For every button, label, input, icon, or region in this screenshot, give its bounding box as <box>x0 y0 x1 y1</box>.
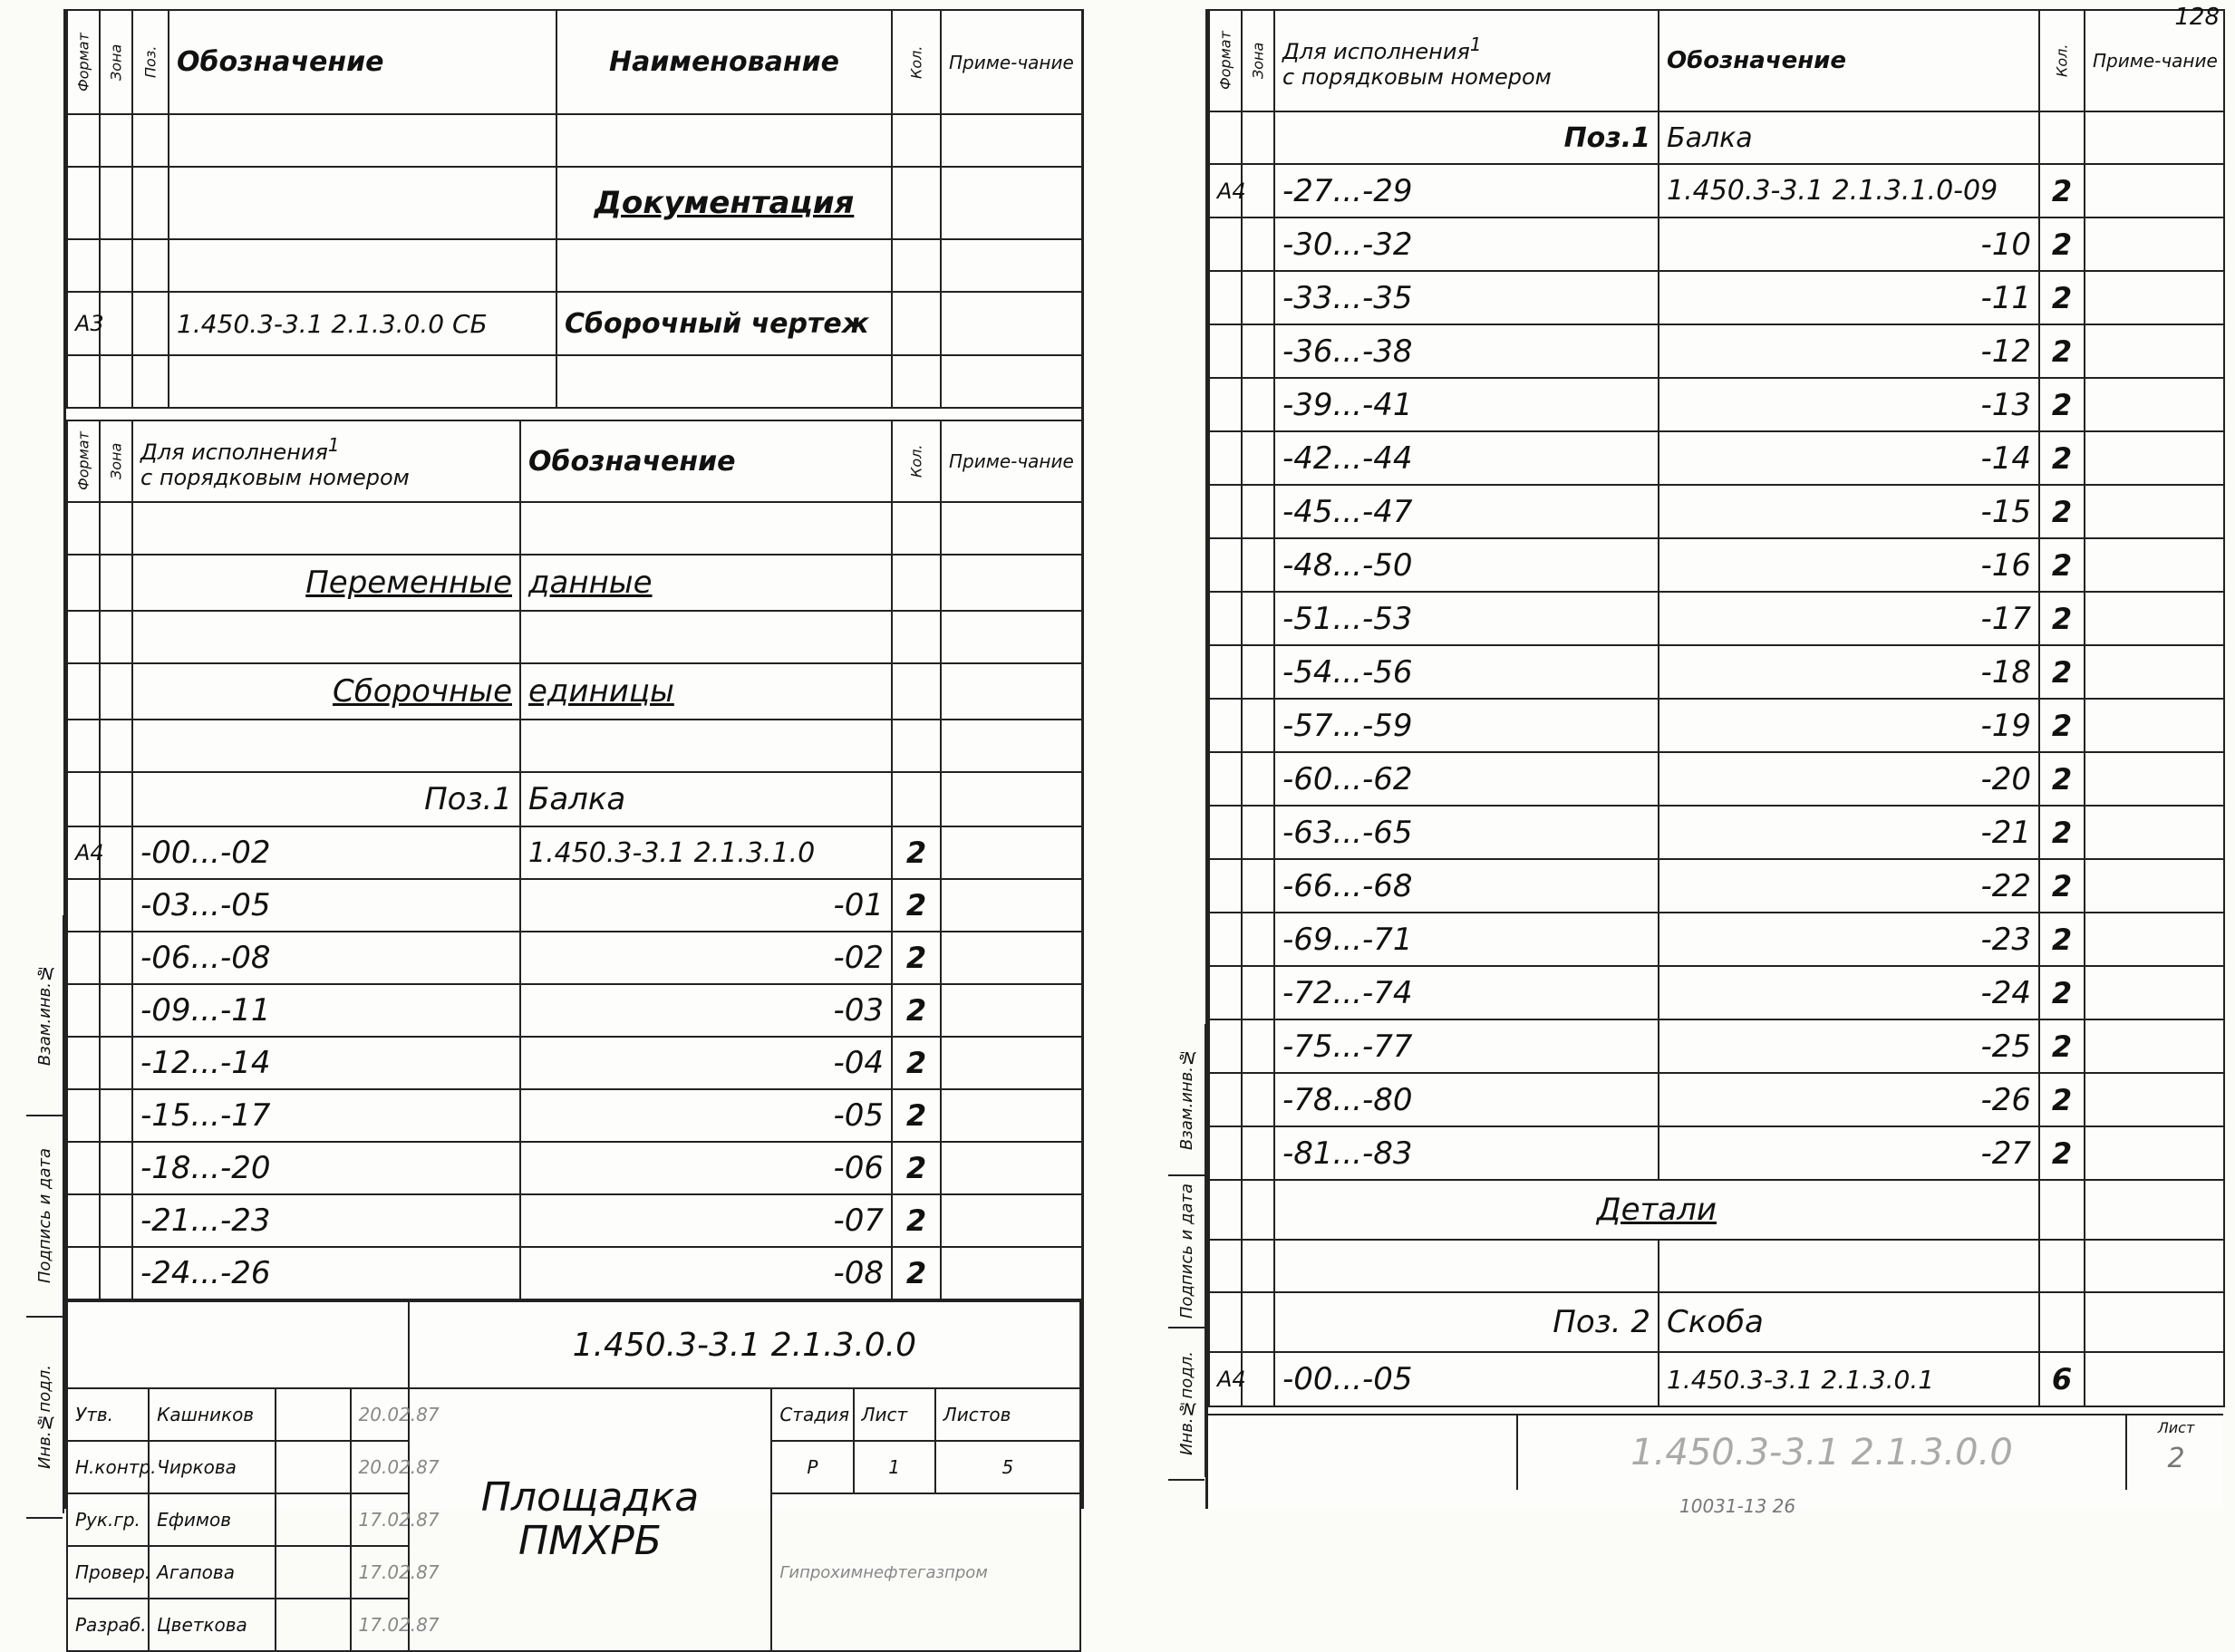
right-footer <box>1208 1414 2223 1492</box>
row-format <box>1209 966 1242 1019</box>
pos2-label: Поз. 2 <box>1274 1292 1659 1352</box>
row-designation: -19 <box>1659 699 2039 752</box>
row-note <box>2085 752 2224 806</box>
table-row <box>1209 217 2224 271</box>
table-row <box>67 1247 1082 1299</box>
row-range: -36...-38 <box>1274 324 1659 378</box>
row-qty: 2 <box>2039 966 2085 1019</box>
table-row <box>1209 699 2224 752</box>
row-range: -03...-05 <box>132 879 520 932</box>
table-row <box>1209 966 2224 1019</box>
row-note <box>2085 431 2224 485</box>
row-qty: 2 <box>2039 1019 2085 1073</box>
row-format <box>1209 485 1242 538</box>
footer-sheet-num: 2 <box>2167 1443 2185 1474</box>
row-zone <box>1242 859 1274 913</box>
row-range: -00...-05 <box>1274 1352 1659 1406</box>
row-qty: 2 <box>892 826 941 879</box>
row-note <box>2085 271 2224 324</box>
row-format <box>67 1089 100 1142</box>
header-with-serial: с порядковым номером <box>140 465 410 490</box>
row-designation: -24 <box>1659 966 2039 1019</box>
row-zone <box>1242 699 1274 752</box>
row-range: -27...-29 <box>1274 164 1659 217</box>
signer-date: 17.02.87 <box>351 1493 409 1546</box>
stage-value: Р <box>771 1441 853 1493</box>
row-range: -63...-65 <box>1274 806 1659 859</box>
signer-role: Разраб. <box>67 1599 149 1651</box>
sidebar-label: Подпись и дата <box>1176 1183 1196 1319</box>
left-sheet-sidebar <box>26 915 64 1513</box>
row-designation: -26 <box>1659 1073 2039 1126</box>
row-zone <box>1242 752 1274 806</box>
row-format: А4 <box>67 826 100 879</box>
row-format <box>67 1194 100 1247</box>
sheets-label: Листов <box>935 1388 1080 1441</box>
row-note <box>941 1194 1082 1247</box>
row-range: -54...-56 <box>1274 645 1659 699</box>
row-range: -42...-44 <box>1274 431 1659 485</box>
header-designation: Обозначение <box>1659 10 2039 111</box>
signer-name: Ефимов <box>149 1493 276 1546</box>
row-designation: 1.450.3-3.1 2.1.3.1.0-09 <box>1659 164 2039 217</box>
header-pos: Поз. <box>132 10 169 114</box>
row-note <box>2085 485 2224 538</box>
row-qty: 2 <box>2039 1073 2085 1126</box>
doc-format: А3 <box>67 292 100 355</box>
row-qty: 2 <box>2039 645 2085 699</box>
pos1-label: Поз.1 <box>1274 111 1659 164</box>
table-row <box>1209 913 2224 966</box>
table-row <box>1209 1073 2224 1126</box>
header-for-exec-sup: 1 <box>1469 34 1482 55</box>
row-zone <box>1242 1019 1274 1073</box>
row-qty: 2 <box>2039 164 2085 217</box>
table-row <box>1209 859 2224 913</box>
row-note <box>941 1089 1082 1142</box>
row-note <box>2085 1073 2224 1126</box>
signer-name: Чиркова <box>149 1441 276 1493</box>
row-designation: -05 <box>520 1089 892 1142</box>
variable-data-label-1: Переменные <box>132 555 520 611</box>
sidebar-label: Взам.инв.№ <box>34 963 54 1067</box>
row-format <box>67 1247 100 1299</box>
header-for-exec: Для исполнения <box>1282 39 1470 64</box>
header-format: Формат <box>67 420 100 502</box>
row-zone <box>1242 913 1274 966</box>
signer-name: Цветкова <box>149 1599 276 1651</box>
row-note <box>941 1037 1082 1089</box>
row-designation: -23 <box>1659 913 2039 966</box>
row-range: -24...-26 <box>132 1247 520 1299</box>
sheets-value: 5 <box>935 1441 1080 1493</box>
table-row <box>1209 271 2224 324</box>
row-note <box>2085 217 2224 271</box>
row-designation: -17 <box>1659 592 2039 645</box>
row-designation: -14 <box>1659 431 2039 485</box>
row-note <box>2085 913 2224 966</box>
row-note <box>2085 806 2224 859</box>
row-range: -30...-32 <box>1274 217 1659 271</box>
signer-role: Провер. <box>67 1546 149 1599</box>
row-format <box>1209 1073 1242 1126</box>
row-qty: 2 <box>2039 324 2085 378</box>
row-designation: -02 <box>520 932 892 984</box>
row-qty: 2 <box>892 1247 941 1299</box>
signer-name: Кашников <box>149 1388 276 1441</box>
row-note <box>941 879 1082 932</box>
row-format: А4 <box>1209 1352 1242 1406</box>
title-line2: ПМХРБ <box>518 1518 662 1564</box>
row-range: -69...-71 <box>1274 913 1659 966</box>
table-row <box>1209 592 2224 645</box>
row-qty: 2 <box>2039 431 2085 485</box>
row-zone <box>100 879 132 932</box>
sheet-label: Лист <box>854 1388 935 1441</box>
row-range: -78...-80 <box>1274 1073 1659 1126</box>
row-designation: -06 <box>520 1142 892 1194</box>
table-row <box>67 1089 1082 1142</box>
sidebar-label: Инв.№подл. <box>34 1365 54 1470</box>
row-range: -72...-74 <box>1274 966 1659 1019</box>
row-format <box>67 932 100 984</box>
title-line1: Площадка <box>480 1474 700 1521</box>
spec-sheet-2 <box>1176 4 2223 1517</box>
row-note <box>941 1142 1082 1194</box>
row-range: -15...-17 <box>132 1089 520 1142</box>
row-zone <box>100 984 132 1037</box>
header-for-exec-sup: 1 <box>327 434 340 456</box>
row-range: -33...-35 <box>1274 271 1659 324</box>
row-format: А4 <box>1209 164 1242 217</box>
stage-label: Стадия <box>771 1388 853 1441</box>
row-note <box>2085 699 2224 752</box>
assembly-units-label-1: Сборочные <box>132 663 520 720</box>
row-qty: 2 <box>892 984 941 1037</box>
row-format <box>1209 431 1242 485</box>
row-qty: 2 <box>892 1089 941 1142</box>
row-note <box>2085 164 2224 217</box>
pos1-label: Поз.1 <box>132 772 520 826</box>
row-designation: -21 <box>1659 806 2039 859</box>
assembly-units-label-2: единицы <box>520 663 892 720</box>
row-designation: 1.450.3-3.1 2.1.3.0.1 <box>1659 1352 2039 1406</box>
signer-name: Агапова <box>149 1546 276 1599</box>
signer-date: 17.02.87 <box>351 1546 409 1599</box>
row-range: -00...-02 <box>132 826 520 879</box>
doc-name: Сборочный чертеж <box>556 292 892 355</box>
sidebar-label: Инв.№подл. <box>1176 1351 1196 1456</box>
row-designation: -16 <box>1659 538 2039 592</box>
row-note <box>2085 538 2224 592</box>
signer-date: 20.02.87 <box>351 1388 409 1441</box>
row-zone <box>1242 592 1274 645</box>
row-designation: -08 <box>520 1247 892 1299</box>
pos1-name: Балка <box>1659 111 2039 164</box>
table-row <box>1209 324 2224 378</box>
header-zone: Зона <box>100 420 132 502</box>
row-zone <box>1242 966 1274 1019</box>
row-zone <box>1242 271 1274 324</box>
row-zone <box>100 1142 132 1194</box>
row-range: -48...-50 <box>1274 538 1659 592</box>
row-format <box>67 879 100 932</box>
row-format <box>67 1037 100 1089</box>
row-format <box>1209 913 1242 966</box>
signer-role: Н.контр. <box>67 1441 149 1493</box>
row-qty: 2 <box>2039 592 2085 645</box>
title-doc-code: 1.450.3-3.1 2.1.3.0.0 <box>409 1301 1080 1388</box>
row-zone <box>100 1194 132 1247</box>
row-qty: 2 <box>892 1142 941 1194</box>
row-qty: 2 <box>2039 378 2085 431</box>
footer-doc-code: 1.450.3-3.1 2.1.3.0.0 <box>1516 1415 2127 1490</box>
table-row <box>67 1194 1082 1247</box>
row-designation: -13 <box>1659 378 2039 431</box>
row-zone <box>100 1037 132 1089</box>
row-note <box>941 826 1082 879</box>
row-qty: 2 <box>2039 538 2085 592</box>
sidebar-label: Подпись и дата <box>34 1148 54 1284</box>
row-note <box>941 1247 1082 1299</box>
row-designation: -04 <box>520 1037 892 1089</box>
row-range: -81...-83 <box>1274 1126 1659 1180</box>
table-row <box>67 1037 1082 1089</box>
table-row <box>1209 485 2224 538</box>
table-row <box>1209 645 2224 699</box>
row-range: -75...-77 <box>1274 1019 1659 1073</box>
table-row <box>67 932 1082 984</box>
row-format <box>1209 859 1242 913</box>
spec-sheet-1 <box>34 9 1084 1636</box>
row-designation: -15 <box>1659 485 2039 538</box>
row-qty: 2 <box>2039 485 2085 538</box>
row-zone <box>1242 1126 1274 1180</box>
table-row <box>1209 752 2224 806</box>
left-rows <box>67 826 1082 1299</box>
row-format <box>1209 592 1242 645</box>
row-format <box>1209 1019 1242 1073</box>
header-note: Приме-чание <box>2085 10 2224 111</box>
documentation-table <box>66 9 1083 409</box>
row-qty: 2 <box>2039 752 2085 806</box>
row-note <box>2085 592 2224 645</box>
table-row <box>1209 1126 2224 1180</box>
header-note: Приме-чание <box>941 420 1082 502</box>
row-designation: -18 <box>1659 645 2039 699</box>
pos1-name: Балка <box>520 772 892 826</box>
row-range: -57...-59 <box>1274 699 1659 752</box>
table-row <box>67 879 1082 932</box>
signer-date: 17.02.87 <box>351 1599 409 1651</box>
row-qty: 2 <box>2039 217 2085 271</box>
table-row <box>1209 1019 2224 1073</box>
row-note <box>2085 1019 2224 1073</box>
row-range: -66...-68 <box>1274 859 1659 913</box>
row-zone <box>1242 485 1274 538</box>
row-format <box>1209 752 1242 806</box>
table-row <box>1209 164 2224 217</box>
row-zone <box>1242 806 1274 859</box>
row-qty: 2 <box>2039 1126 2085 1180</box>
row-format <box>1209 699 1242 752</box>
row-range: -18...-20 <box>132 1142 520 1194</box>
row-designation: 1.450.3-3.1 2.1.3.1.0 <box>520 826 892 879</box>
sheet-value: 1 <box>854 1441 935 1493</box>
footer-sheet-label: Лист <box>2157 1419 2195 1436</box>
sidebar-label: Взам.инв.№ <box>1176 1048 1196 1151</box>
header-for-exec: Для исполнения <box>140 440 328 465</box>
row-zone <box>100 1089 132 1142</box>
corner-number: 128 <box>2174 4 2220 31</box>
row-qty: 2 <box>892 1194 941 1247</box>
row-designation: -11 <box>1659 271 2039 324</box>
row-zone <box>1242 645 1274 699</box>
header-format: Формат <box>67 10 100 114</box>
row-designation: -03 <box>520 984 892 1037</box>
signer-role: Утв. <box>67 1388 149 1441</box>
table-row <box>1209 538 2224 592</box>
row-designation: -01 <box>520 879 892 932</box>
pos2-name: Скоба <box>1659 1292 2039 1352</box>
row-zone <box>1242 431 1274 485</box>
row-format <box>1209 1126 1242 1180</box>
row-range: -09...-11 <box>132 984 520 1037</box>
row-qty: 6 <box>2039 1352 2085 1406</box>
row-zone <box>100 932 132 984</box>
table-row <box>67 1142 1082 1194</box>
table-row <box>1209 378 2224 431</box>
row-note <box>941 984 1082 1037</box>
right-rows <box>1209 164 2224 1180</box>
row-format <box>1209 538 1242 592</box>
variable-data-label-2: данные <box>520 555 892 611</box>
row-qty: 2 <box>2039 699 2085 752</box>
row-note <box>2085 378 2224 431</box>
signer-role: Рук.гр. <box>67 1493 149 1546</box>
table-row <box>1209 431 2224 485</box>
row-designation: -10 <box>1659 217 2039 271</box>
row-zone <box>1242 1073 1274 1126</box>
header-designation: Обозначение <box>169 10 556 114</box>
row-designation: -22 <box>1659 859 2039 913</box>
row-zone <box>100 1247 132 1299</box>
row-zone <box>1242 164 1274 217</box>
row-note <box>2085 1126 2224 1180</box>
documentation-heading: Документация <box>556 167 892 239</box>
signer-date: 20.02.87 <box>351 1441 409 1493</box>
title-block <box>66 1300 1081 1652</box>
row-note <box>941 932 1082 984</box>
row-designation: -25 <box>1659 1019 2039 1073</box>
row-format <box>1209 271 1242 324</box>
row-note <box>2085 859 2224 913</box>
row-format <box>67 984 100 1037</box>
header-format: Формат <box>1209 10 1242 111</box>
row-zone <box>1242 217 1274 271</box>
details-heading: Детали <box>1274 1180 2039 1240</box>
row-note <box>2085 966 2224 1019</box>
row-qty: 2 <box>892 1037 941 1089</box>
header-qty: Кол. <box>2039 10 2085 111</box>
row-designation: -07 <box>520 1194 892 1247</box>
row-range: -12...-14 <box>132 1037 520 1089</box>
row-designation: -12 <box>1659 324 2039 378</box>
table-row <box>67 826 1082 879</box>
row-designation: -27 <box>1659 1126 2039 1180</box>
bottom-stamp: 10031-13 26 <box>1679 1495 1796 1517</box>
table-row <box>1209 806 2224 859</box>
row-note <box>2085 324 2224 378</box>
row-qty: 2 <box>892 932 941 984</box>
header-qty: Кол. <box>892 420 941 502</box>
row-designation: -20 <box>1659 752 2039 806</box>
org-name: Гипрохимнефтегазпром <box>771 1493 1080 1651</box>
row-range: -45...-47 <box>1274 485 1659 538</box>
header-with-serial: с порядковым номером <box>1282 64 1552 90</box>
row-qty: 2 <box>892 879 941 932</box>
header-note: Приме-чание <box>941 10 1082 114</box>
row-format <box>1209 806 1242 859</box>
row-zone <box>1242 538 1274 592</box>
row-qty: 2 <box>2039 913 2085 966</box>
doc-designation: 1.450.3-3.1 2.1.3.0.0 СБ <box>169 292 556 355</box>
header-zone: Зона <box>100 10 132 114</box>
row-range: -21...-23 <box>132 1194 520 1247</box>
variable-data-table <box>66 420 1083 1300</box>
header-designation: Обозначение <box>520 420 892 502</box>
row-format <box>1209 324 1242 378</box>
right-spec-table <box>1208 9 2225 1407</box>
row-format <box>67 1142 100 1194</box>
row-qty: 2 <box>2039 806 2085 859</box>
row-note <box>2085 645 2224 699</box>
row-zone <box>1242 378 1274 431</box>
row-range: -51...-53 <box>1274 592 1659 645</box>
row-range: -60...-62 <box>1274 752 1659 806</box>
row-zone <box>100 826 132 879</box>
header-name: Наименование <box>556 10 892 114</box>
row-format <box>1209 645 1242 699</box>
right-sheet-sidebar <box>1168 1024 1206 1477</box>
row-format <box>1209 378 1242 431</box>
row-range: -39...-41 <box>1274 378 1659 431</box>
row-qty: 2 <box>2039 859 2085 913</box>
row-zone <box>1242 324 1274 378</box>
row-range: -06...-08 <box>132 932 520 984</box>
table-row <box>67 984 1082 1037</box>
header-zone: Зона <box>1242 10 1274 111</box>
row-qty: 2 <box>2039 271 2085 324</box>
header-qty: Кол. <box>892 10 941 114</box>
row-format <box>1209 217 1242 271</box>
